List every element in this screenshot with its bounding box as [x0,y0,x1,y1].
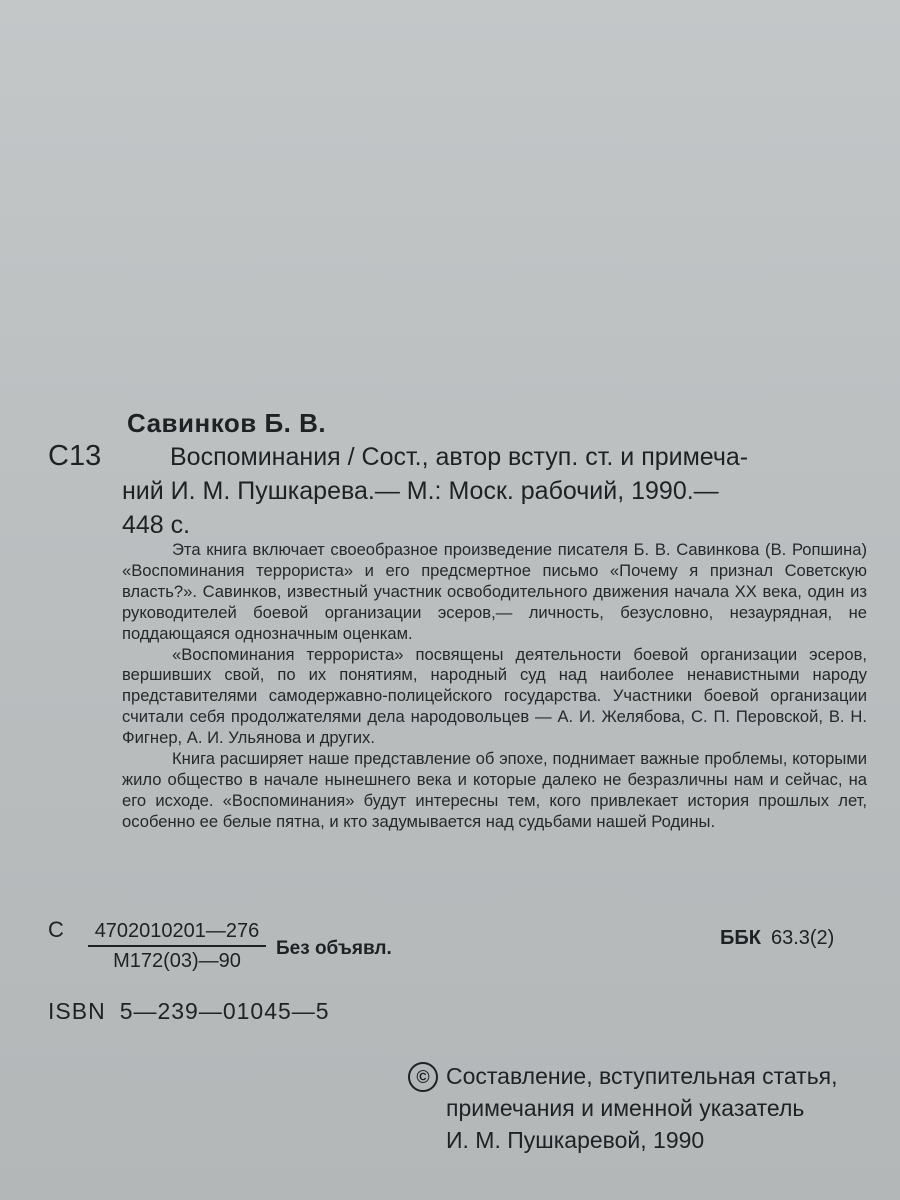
code-denominator: М172(03)—90 [113,950,241,972]
copyright-line: примечания и именной указатель [446,1095,805,1121]
bbk-label: ББК [720,927,761,949]
copyright-notice [408,1060,838,1156]
annotation-paragraph: Книга расширяет наше представление об эпохе, поднимает важные проблемы, которыми жило общество в начале нынешнего века и которые далеко не безразличны нам и сейчас, на его исходе. «Воспоминания» будут интересны тем, кого привлекает история прошлых лет, особенно ее белые пятна, и кто задумывается над судьбами нашей Родины. [122,749,867,831]
copyright-icon: © [408,1062,438,1092]
copyright-line: И. М. Пушкаревой, 1990 [446,1127,705,1153]
bbk-classification [720,927,834,950]
bibliographic-description [122,440,867,542]
publication-code-fraction [88,917,266,975]
no-announcement-note: Без объявл. [276,938,392,959]
copyright-line: Составление, вступительная статья, [446,1063,838,1089]
bbk-value: 63.3(2) [770,927,835,949]
author-name: Савинков Б. В. [127,408,327,438]
code-numerator: 4702010201—276 [88,917,266,947]
bibliographic-line: Воспоминания / Сост., автор вступ. ст. и примеча- [170,443,749,471]
isbn-label: ISBN [48,998,106,1024]
annotation-paragraph: Эта книга включает своеобразное произведение писателя Б. В. Савинкова (В. Ропшина) «Воспоминания террориста» и его предсмертное письмо «Почему я признал Советскую власть?». Савинков, известный участник освободительного движения начала XX века, один из руководителей боевой организации эсеров,— личность, безусловно, незаурядная, не поддающаяся однозначным оценкам. [122,540,867,643]
bibliographic-line: 448 с. [122,511,191,539]
isbn-value: 5—239—01045—5 [119,998,330,1024]
annotation-paragraph: «Воспоминания террориста» посвящены деятельности боевой организации эсеров, вершивших свой, по их понятиям, народный суд над наиболее ненавистными народу представителями самодержавно-полицейского государства. Участники боевой организации считали себя продолжателями дела народовольцев — А. И. Желябова, С. П. Перовской, В. Н. Фигнер, А. И. Ульянова и других. [122,644,867,748]
annotation [122,540,867,833]
c-letter: С [48,917,64,942]
shelf-mark: С13 [48,440,102,472]
bibliographic-line: ний И. М. Пушкарева.— М.: Моск. рабочий, 1990.— [122,477,719,505]
isbn [48,998,330,1025]
